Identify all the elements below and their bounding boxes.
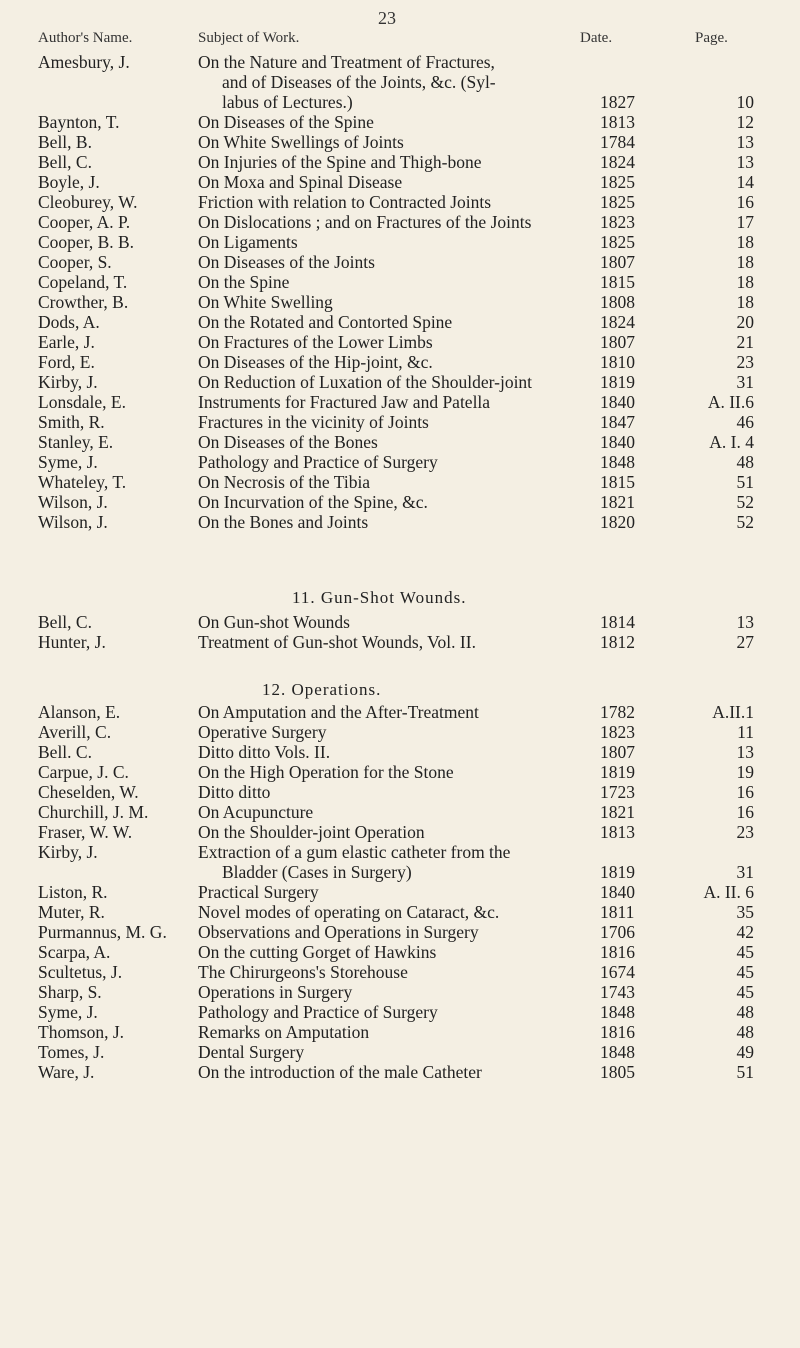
- entry-subject: Dental Surgery: [198, 1042, 305, 1062]
- catalogue-entry: [0, 452, 800, 472]
- entry-subject: On Fractures of the Lower Limbs: [198, 332, 433, 352]
- entry-subject: On Reduction of Luxation of the Shoulder-joint: [198, 372, 533, 392]
- entry-author: Earle, J.: [38, 332, 95, 352]
- entry-author: Bell, C.: [38, 612, 92, 632]
- entry-date: 1819: [600, 862, 635, 882]
- entry-author: Alanson, E.: [38, 702, 121, 722]
- entry-page: 13: [736, 612, 754, 632]
- entry-author: Churchill, J. M.: [38, 802, 149, 822]
- entry-date: 1815: [600, 472, 635, 492]
- entry-subject: On the Nature and Treatment of Fractures,: [198, 52, 495, 72]
- entry-subject: On Injuries of the Spine and Thigh-bone: [198, 152, 482, 172]
- entry-subject: Operative Surgery: [198, 722, 327, 742]
- entry-date: 1807: [600, 742, 635, 762]
- entry-author: Thomson, J.: [38, 1022, 125, 1042]
- entry-subject: Pathology and Practice of Surgery: [198, 452, 438, 472]
- entry-page: 45: [736, 942, 754, 962]
- entry-author: Crowther, B.: [38, 292, 129, 312]
- entry-page: 19: [736, 762, 754, 782]
- entry-date: 1823: [600, 722, 635, 742]
- entry-page: 42: [736, 922, 754, 942]
- entry-date: 1743: [600, 982, 635, 1002]
- entry-page: 35: [736, 902, 754, 922]
- entry-author: Scultetus, J.: [38, 962, 123, 982]
- entry-date: 1823: [600, 212, 635, 232]
- catalogue-entry: [0, 722, 800, 742]
- catalogue-entry: [0, 882, 800, 902]
- entry-subject: On Moxa and Spinal Disease: [198, 172, 403, 192]
- entry-subject: Observations and Operations in Surgery: [198, 922, 479, 942]
- entry-subject: The Chirurgeons's Storehouse: [198, 962, 408, 982]
- catalogue-entry: [0, 332, 800, 352]
- entry-date: 1848: [600, 1042, 635, 1062]
- entry-page: 31: [736, 372, 754, 392]
- entry-subject: On Dislocations ; and on Fractures of the Joints: [198, 212, 532, 232]
- joints-section: [0, 52, 800, 532]
- entry-author: Ford, E.: [38, 352, 95, 372]
- page-number: 23: [378, 8, 396, 28]
- entry-page: 45: [736, 962, 754, 982]
- entry-author: Cooper, B. B.: [38, 232, 135, 252]
- entry-subject: Novel modes of operating on Cataract, &c.: [198, 902, 500, 922]
- operations-section: [0, 702, 800, 1082]
- entry-subject: Fractures in the vicinity of Joints: [198, 412, 429, 432]
- subject-column-header: Subject of Work.: [198, 30, 300, 46]
- entry-date: 1674: [600, 962, 635, 982]
- catalogue-entry: [0, 252, 800, 272]
- entry-page: 46: [736, 412, 754, 432]
- entry-author: Hunter, J.: [38, 632, 106, 652]
- entry-subject: On Gun-shot Wounds: [198, 612, 350, 632]
- catalogue-entry: [0, 372, 800, 392]
- entry-date: 1810: [600, 352, 635, 372]
- entry-author: Syme, J.: [38, 452, 98, 472]
- entry-author: Kirby, J.: [38, 842, 98, 862]
- entry-author: Sharp, S.: [38, 982, 102, 1002]
- catalogue-entry: [0, 512, 800, 532]
- entry-author: Syme, J.: [38, 1002, 98, 1022]
- entry-page: 12: [736, 112, 754, 132]
- entry-author: Fraser, W. W.: [38, 822, 133, 842]
- entry-subject: On Diseases of the Hip-joint, &c.: [198, 352, 433, 372]
- entry-date: 1784: [600, 132, 635, 152]
- entry-author: Lonsdale, E.: [38, 392, 126, 412]
- entry-subject: On Ligaments: [198, 232, 298, 252]
- entry-page: 48: [736, 452, 754, 472]
- entry-page: 16: [736, 802, 754, 822]
- catalogue-entry: [0, 802, 800, 822]
- entry-subject: On Diseases of the Bones: [198, 432, 378, 452]
- page-column-header: Page.: [695, 30, 728, 46]
- entry-date: 1840: [600, 392, 635, 412]
- entry-subject: and of Diseases of the Joints, &c. (Syl-: [222, 72, 496, 92]
- entry-page: 11: [737, 722, 754, 742]
- entry-date: 1821: [600, 492, 635, 512]
- entry-author: Cheselden, W.: [38, 782, 139, 802]
- catalogue-entry: [0, 702, 800, 722]
- section-12-title: 12. Operations.: [262, 680, 382, 699]
- catalogue-entry: [0, 152, 800, 172]
- entry-author: Muter, R.: [38, 902, 105, 922]
- entry-date: 1819: [600, 372, 635, 392]
- entry-subject: On White Swelling: [198, 292, 333, 312]
- entry-page: 23: [736, 822, 754, 842]
- entry-author: Stanley, E.: [38, 432, 114, 452]
- entry-page: 13: [736, 132, 754, 152]
- entry-date: 1821: [600, 802, 635, 822]
- author-column-header: Author's Name.: [38, 30, 133, 46]
- entry-page: 21: [736, 332, 754, 352]
- entry-date: 1819: [600, 762, 635, 782]
- entry-date: 1816: [600, 1022, 635, 1042]
- entry-author: Dods, A.: [38, 312, 100, 332]
- catalogue-entry: [0, 392, 800, 412]
- entry-subject: On the Shoulder-joint Operation: [198, 822, 425, 842]
- entry-date: 1825: [600, 192, 635, 212]
- entry-page: 52: [736, 492, 754, 512]
- entry-page: 13: [736, 152, 754, 172]
- entry-subject: Remarks on Amputation: [198, 1022, 370, 1042]
- entry-subject: Extraction of a gum elastic catheter from the: [198, 842, 511, 862]
- entry-date: 1815: [600, 272, 635, 292]
- entry-subject: On Incurvation of the Spine, &c.: [198, 492, 428, 512]
- catalogue-entry: [0, 272, 800, 292]
- entry-author: Cooper, A. P.: [38, 212, 131, 232]
- catalogue-entry: [0, 742, 800, 762]
- entry-author: Ware, J.: [38, 1062, 95, 1082]
- entry-subject: On Acupuncture: [198, 802, 314, 822]
- entry-page: 52: [736, 512, 754, 532]
- catalogue-entry: [0, 782, 800, 802]
- catalogue-entry: [0, 1022, 800, 1042]
- entry-author: Liston, R.: [38, 882, 108, 902]
- entry-author: Amesbury, J.: [38, 52, 130, 72]
- catalogue-entry: [0, 922, 800, 942]
- entry-page: 14: [736, 172, 754, 192]
- entry-page: 18: [736, 272, 754, 292]
- entry-page: 48: [736, 1022, 754, 1042]
- entry-subject: Instruments for Fractured Jaw and Patella: [198, 392, 491, 412]
- entry-subject: Practical Surgery: [198, 882, 319, 902]
- catalogue-entry: [0, 352, 800, 372]
- entry-date: 1840: [600, 882, 635, 902]
- entry-subject: On Amputation and the After-Treatment: [198, 702, 479, 722]
- entry-subject: On Necrosis of the Tibia: [198, 472, 371, 492]
- catalogue-entry: [0, 1062, 800, 1082]
- catalogue-entry: [0, 172, 800, 192]
- entry-author: Wilson, J.: [38, 512, 108, 532]
- entry-author: Whateley, T.: [38, 472, 127, 492]
- catalogue-entry: [0, 472, 800, 492]
- entry-date: 1805: [600, 1062, 635, 1082]
- entry-author: Carpue, J. C.: [38, 762, 129, 782]
- gunshot-section: [0, 612, 800, 652]
- catalogue-entry: [0, 72, 800, 92]
- entry-subject: On the Rotated and Contorted Spine: [198, 312, 453, 332]
- entry-date: 1813: [600, 112, 635, 132]
- entry-page: 13: [736, 742, 754, 762]
- entry-page: 18: [736, 292, 754, 312]
- entry-author: Cooper, S.: [38, 252, 112, 272]
- catalogue-entry: [0, 962, 800, 982]
- entry-page: A.II.1: [712, 702, 754, 722]
- entry-page: 20: [736, 312, 754, 332]
- entry-date: 1813: [600, 822, 635, 842]
- entry-subject: Friction with relation to Contracted Joints: [198, 192, 492, 212]
- entry-date: 1808: [600, 292, 635, 312]
- catalogue-entry: [0, 432, 800, 452]
- entry-author: Averill, C.: [38, 722, 112, 742]
- entry-subject: On the High Operation for the Stone: [198, 762, 454, 782]
- catalogue-entry: [0, 232, 800, 252]
- entry-author: Wilson, J.: [38, 492, 108, 512]
- catalogue-entry: [0, 212, 800, 232]
- entry-subject: On White Swellings of Joints: [198, 132, 404, 152]
- entry-date: 1807: [600, 252, 635, 272]
- entry-subject: On the introduction of the male Catheter: [198, 1062, 482, 1082]
- entry-author: Baynton, T.: [38, 112, 120, 132]
- entry-date: 1825: [600, 172, 635, 192]
- catalogue-entry: [0, 902, 800, 922]
- date-column-header: Date.: [580, 30, 613, 46]
- catalogue-entry: [0, 862, 800, 882]
- catalogue-entry: [0, 52, 800, 72]
- catalogue-entry: [0, 632, 800, 652]
- catalogue-entry: [0, 312, 800, 332]
- entry-page: 18: [736, 252, 754, 272]
- entry-subject: labus of Lectures.): [222, 92, 353, 112]
- catalogue-entry: [0, 982, 800, 1002]
- entry-page: 51: [736, 1062, 754, 1082]
- catalogue-entry: [0, 92, 800, 112]
- entry-subject: On the Spine: [198, 272, 290, 292]
- entry-page: 23: [736, 352, 754, 372]
- entry-date: 1782: [600, 702, 635, 722]
- entry-date: 1706: [600, 922, 635, 942]
- entry-page: A. II. 6: [703, 882, 754, 902]
- entry-subject: On the Bones and Joints: [198, 512, 369, 532]
- entry-page: 18: [736, 232, 754, 252]
- catalogue-entry: [0, 1042, 800, 1062]
- entry-author: Boyle, J.: [38, 172, 100, 192]
- entry-page: 16: [736, 782, 754, 802]
- entry-author: Bell. C.: [38, 742, 92, 762]
- catalogue-entry: [0, 842, 800, 862]
- entry-page: 49: [736, 1042, 754, 1062]
- entry-date: 1848: [600, 452, 635, 472]
- entry-author: Cleoburey, W.: [38, 192, 138, 212]
- entry-date: 1847: [600, 412, 635, 432]
- catalogue-entry: [0, 762, 800, 782]
- entry-page: 17: [736, 212, 754, 232]
- entry-date: 1827: [600, 92, 635, 112]
- entry-subject: On Diseases of the Spine: [198, 112, 374, 132]
- catalogue-entry: [0, 112, 800, 132]
- catalogue-entry: [0, 412, 800, 432]
- entry-subject: Treatment of Gun-shot Wounds, Vol. II.: [198, 632, 476, 652]
- entry-subject: Ditto ditto: [198, 782, 271, 802]
- entry-date: 1840: [600, 432, 635, 452]
- catalogue-entry: [0, 492, 800, 512]
- entry-author: Copeland, T.: [38, 272, 128, 292]
- entry-page: 31: [736, 862, 754, 882]
- entry-date: 1816: [600, 942, 635, 962]
- entry-date: 1820: [600, 512, 635, 532]
- entry-page: 51: [736, 472, 754, 492]
- entry-page: 10: [736, 92, 754, 112]
- entry-author: Scarpa, A.: [38, 942, 111, 962]
- entry-subject: On Diseases of the Joints: [198, 252, 375, 272]
- entry-author: Bell, B.: [38, 132, 92, 152]
- entry-page: 16: [736, 192, 754, 212]
- entry-date: 1848: [600, 1002, 635, 1022]
- entry-page: 27: [736, 632, 754, 652]
- entry-page: A. I. 4: [709, 432, 754, 452]
- catalogue-entry: [0, 612, 800, 632]
- catalogue-entry: [0, 192, 800, 212]
- entry-author: Kirby, J.: [38, 372, 98, 392]
- entry-subject: On the cutting Gorget of Hawkins: [198, 942, 437, 962]
- catalogue-entry: [0, 292, 800, 312]
- entry-author: Smith, R.: [38, 412, 105, 432]
- entry-page: A. II.6: [707, 392, 754, 412]
- catalogue-entry: [0, 132, 800, 152]
- entry-date: 1807: [600, 332, 635, 352]
- entry-page: 45: [736, 982, 754, 1002]
- entry-subject: Pathology and Practice of Surgery: [198, 1002, 438, 1022]
- catalogue-entry: [0, 822, 800, 842]
- entry-author: Tomes, J.: [38, 1042, 105, 1062]
- entry-subject: Operations in Surgery: [198, 982, 353, 1002]
- entry-subject: Ditto ditto Vols. II.: [198, 742, 331, 762]
- entry-date: 1723: [600, 782, 635, 802]
- entry-subject: Bladder (Cases in Surgery): [222, 862, 412, 882]
- entry-date: 1825: [600, 232, 635, 252]
- entry-date: 1814: [600, 612, 635, 632]
- section-11-title: 11. Gun-Shot Wounds.: [292, 588, 467, 607]
- entry-date: 1824: [600, 312, 635, 332]
- entry-author: Purmannus, M. G.: [38, 922, 167, 942]
- entry-date: 1824: [600, 152, 635, 172]
- entry-author: Bell, C.: [38, 152, 92, 172]
- entry-date: 1811: [600, 902, 635, 922]
- entry-page: 48: [736, 1002, 754, 1022]
- entry-date: 1812: [600, 632, 635, 652]
- catalogue-entry: [0, 942, 800, 962]
- catalogue-entry: [0, 1002, 800, 1022]
